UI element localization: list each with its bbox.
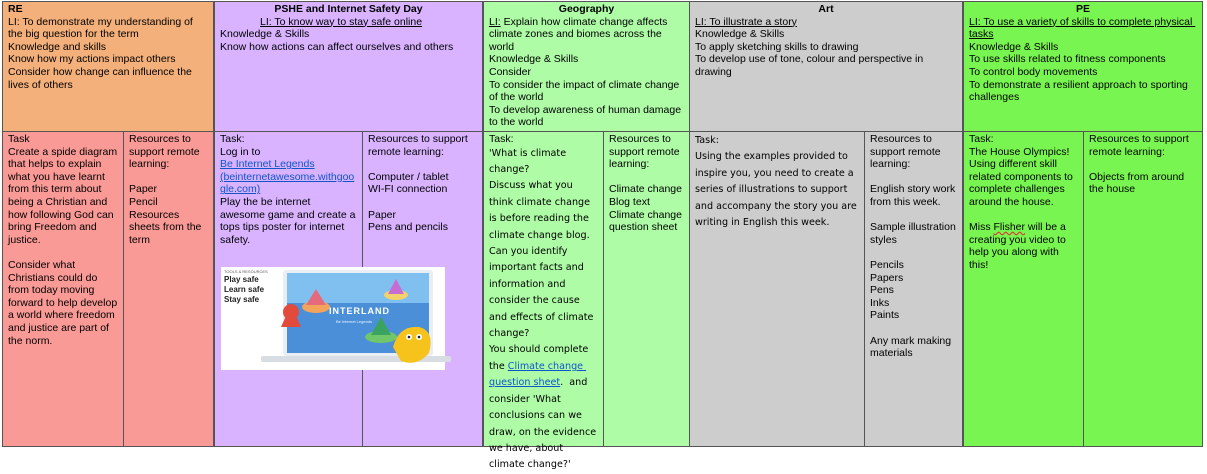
pe-header-cell [963,1,1203,132]
geography-resources-cell [603,131,690,447]
interland-brand-sub: Be Internet Legends [336,319,373,324]
pe-title: PE [1075,3,1090,15]
re-task-text: Create a spide diagram that helps to explain what you have learnt from this term about being a Christian and how following God can bring Freedom and justice. [8,145,121,246]
geography-title: Geography [558,3,615,15]
pe-task-miss: Miss [969,221,994,234]
pshe-resources-label: Resources to support remote learning: [368,133,471,158]
climate-change-question-sheet-link[interactable]: Climate change question sheet [489,360,587,389]
pe-task-label: Task: [969,133,994,145]
promo-line: Learn safe [224,285,265,294]
art-resource-item: Pencils [870,258,904,271]
art-resources-label: Resources to support remote learning: [870,133,944,171]
art-task-text: Using the examples provided to inspire you, you need to create a series of illustrations to support and accompany the story you are writing in English this week. [695,151,860,229]
art-resource-item: Any mark making materials [870,334,955,360]
art-header-cell [689,1,963,132]
geography-skill-line: To develop awareness of human damage to the world [489,103,684,129]
re-resources-label: Resources to support remote learning: [129,133,203,171]
geography-skill-line: Knowledge & Skills [489,53,579,66]
art-skill-line: Knowledge & Skills [695,28,785,41]
pe-skill-line: To control body movements [969,65,1098,78]
art-resource-item: Pens [870,284,894,297]
pshe-task-text: Play the be internet awesome game and create a tops tips poster for internet safety. [220,195,359,246]
promo-line: Play safe [224,275,259,284]
pe-resources-label: Resources to support remote learning: [1089,133,1192,158]
geography-task-body: 'What is climate change? Discuss what you think climate change is before reading the climate change blog. Can you identify important facts and information and consider the cause and effects of climate change? You should complete the [489,147,594,372]
pshe-resource-item: Pens and pencils [368,221,448,234]
geography-task-body-2: . and consider 'What conclusions can we draw, on the evidence we have, about climate change?' [489,377,600,471]
re-skill-line: Knowledge and skills [8,40,107,53]
geography-skill-line: To consider the impact of climate change of the world [489,78,683,104]
art-task-label: Task: [695,135,719,146]
pe-task-cell [963,131,1084,447]
pshe-skill-line: Know how actions can affect ourselves and others [220,40,454,53]
geography-task-cell [483,131,604,471]
re-title: RE [8,3,23,15]
art-resource-item: Sample illustration styles [870,221,959,246]
interland-promo-image [221,267,445,370]
geography-task-text [489,146,598,474]
re-resource-item: Resources sheets from the term [129,208,205,246]
re-resource-item: Paper [129,183,158,196]
re-skill-line: Know how my actions impact others [8,53,176,66]
re-task-cell [2,131,124,447]
art-title: Art [818,3,834,15]
pe-teacher-name: Flisher [993,221,1026,234]
geography-learning-intention [489,16,684,54]
beinternetawesome-link[interactable]: (beinternetawesome.withgoogle.com) [220,170,355,196]
geography-li-prefix: LI: [489,15,501,28]
art-skill-line: To develop use of tone, colour and perspective in drawing [695,53,927,78]
re-resource-item: Pencil [129,195,158,208]
interland-laptop-illustration [221,267,445,370]
geography-resource-item: Climate change Blog text [609,183,685,208]
be-internet-legends-link[interactable]: Be Internet Legends [220,158,315,171]
pe-resources-cell [1083,131,1203,447]
art-learning-intention: LI: To illustrate a story [695,15,797,28]
geography-task-label: Task: [489,133,514,145]
pe-task-text: The House Olympics! Using different skill related components to complete challenges around the house. [969,145,1076,208]
pe-skill-line: To demonstrate a resilient approach to sporting challenges [969,78,1191,104]
re-skill-line: Consider how change can influence the lives of others [8,65,195,91]
pe-skill-line: To use skills related to fitness components [969,53,1166,66]
pshe-header-cell [214,1,483,132]
art-resource-item: Inks [870,296,890,309]
geography-resources-label: Resources to support remote learning: [609,133,683,171]
pshe-task-label: Task: [220,133,245,145]
pe-task-rest: will be a creating you video to help you along with this! [969,221,1069,271]
promo-line: Stay safe [224,295,260,304]
interland-brand: INTERLAND [329,306,390,316]
pshe-title: PSHE and Internet Safety Day [274,3,423,15]
art-resources-cell [864,131,963,447]
re-learning-intention: LI: To demonstrate my understanding of the big question for the term [8,15,196,41]
pshe-login-text: Log in to [220,145,261,158]
pshe-learning-intention: LI: To know way to stay safe online [260,15,423,28]
pshe-skill-line: Knowledge & Skills [220,28,310,41]
art-resource-item: Papers [870,271,904,284]
pshe-resource-item: Computer / tablet [368,170,449,183]
pshe-resource-item: Paper [368,208,397,221]
pshe-resource-item: WI-FI connection [368,183,448,196]
pe-skill-line: Knowledge & Skills [969,40,1059,53]
pe-resource-item: Objects from around the house [1089,170,1188,196]
re-header-cell [2,1,214,132]
re-task-text-2: Consider what Christians could do from today moving forward to help develop a world where freedom and justice are part of the norm. [8,258,121,347]
pe-task-text-2 [969,221,1078,271]
re-resources-cell [123,131,214,447]
geography-skill-line: Consider [489,65,532,78]
pe-learning-intention: LI: To use a variety of skills to complete physical tasks [969,15,1196,41]
art-resource-item: English story work from this week. [870,183,959,208]
art-skill-line: To apply sketching skills to drawing [695,40,859,53]
geography-resource-item: Climate change question sheet [609,208,685,234]
art-resource-item: Paints [870,309,900,322]
geography-li-text: Explain how climate change affects climate zones and biomes across the world [489,15,671,53]
re-task-label: Task [8,133,30,145]
geography-header-cell [483,1,690,132]
art-task-cell [689,131,865,447]
promo-tag: TOOLS & RESOURCES [224,269,268,274]
